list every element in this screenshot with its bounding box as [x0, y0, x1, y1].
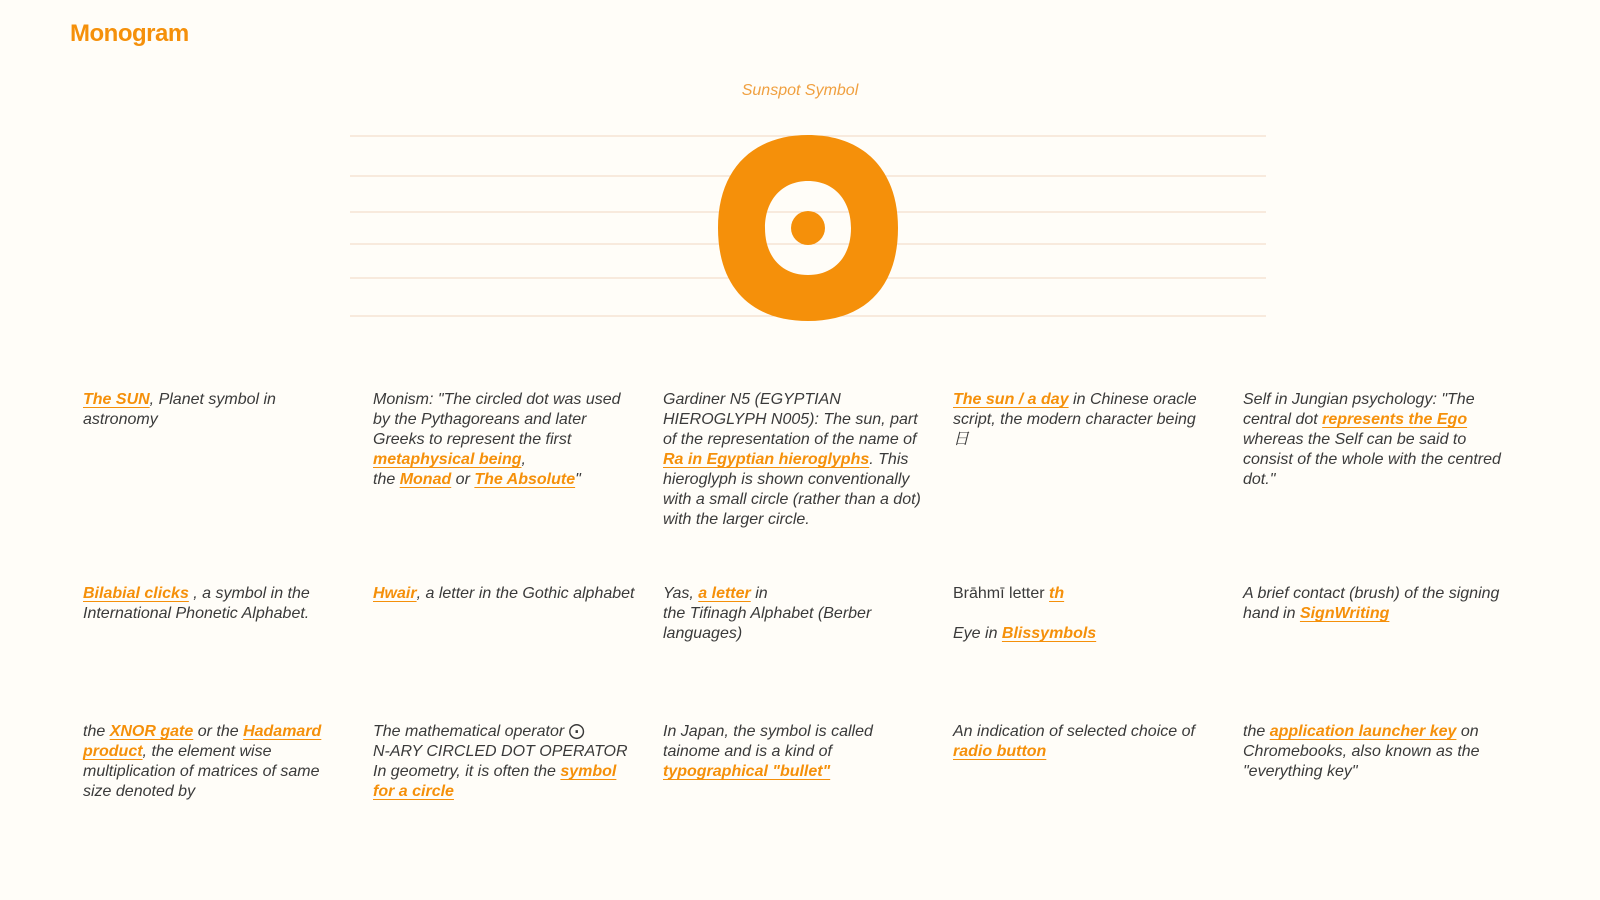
cell-text: Eye in [953, 625, 1002, 642]
cell-text: . This hieroglyph is shown conventionally with a small circle (rather than a dot) with the larger circle. [663, 451, 921, 528]
usage-cell-oracle-script [940, 390, 1230, 584]
usage-cell-jungian [1230, 390, 1520, 584]
link-radio-button[interactable]: radio button [953, 743, 1047, 760]
cell-text: In Japan, the symbol is called tainome and is a kind of [663, 723, 873, 760]
cell-text: in [750, 585, 768, 602]
link-application-launcher-key[interactable]: application launcher key [1269, 723, 1457, 740]
cell-text: Self in Jungian psychology: "The central dot [1243, 391, 1475, 428]
cell-text: or [451, 471, 475, 488]
usage-cell-launcher [1230, 722, 1520, 822]
usage-cell-math-operator [360, 722, 650, 822]
cell-text: Brāhmī letter [953, 585, 1050, 602]
cell-text: N-ARY CIRCLED DOT OPERATOR [373, 743, 628, 760]
link-a-letter[interactable]: a letter [698, 585, 751, 602]
cell-text: , a letter in the Gothic alphabet [416, 585, 635, 602]
cell-text: An indication of selected choice of [953, 723, 1195, 740]
link-monad[interactable]: Monad [399, 471, 452, 488]
link-represents-the-ego[interactable]: represents the Ego [1322, 411, 1468, 428]
usage-cell-signwriting [1230, 584, 1520, 722]
usage-cell-radio [940, 722, 1230, 822]
link-hadamard-product[interactable]: Hadamard product [83, 723, 322, 760]
usage-grid [70, 390, 1530, 822]
usage-cell-yas [650, 584, 940, 722]
cell-text: in Chinese oracle script, the modern character being 日 [953, 391, 1197, 448]
link-symbol-for-a-circle[interactable]: symbol for a circle [373, 763, 617, 800]
link-signwriting[interactable]: SignWriting [1299, 605, 1390, 622]
cell-text: , a symbol in the International Phonetic Alphabet. [83, 585, 310, 622]
glyph-preview [350, 128, 1266, 328]
link-typographical-bullet[interactable]: typographical "bullet" [663, 763, 831, 780]
usage-cell-brahmi [940, 584, 1230, 722]
usage-cell-gardiner [650, 390, 940, 584]
cell-text: the [83, 723, 110, 740]
cell-text: Yas, [663, 585, 699, 602]
cell-text: or the [193, 723, 244, 740]
cell-text: " [575, 471, 581, 488]
spacer [953, 604, 1216, 624]
cell-text: on Chromebooks, also known as the "everything key" [1243, 723, 1480, 780]
link-metaphysical-being[interactable]: metaphysical being [373, 451, 522, 468]
link-th[interactable]: th [1049, 585, 1065, 602]
cell-text: whereas the Self can be said to consist of the whole with the centred dot." [1243, 431, 1501, 488]
link-bilabial-clicks[interactable]: Bilabial clicks [83, 585, 189, 602]
cell-text: the [1243, 723, 1270, 740]
cell-text: , the element wise multiplication of matrices of same size denoted by [83, 743, 320, 800]
link-the-sun[interactable]: The SUN [83, 391, 150, 408]
glyph-title: Sunspot Symbol [741, 82, 859, 99]
cell-text: The mathematical operator ⨀ [373, 723, 585, 740]
cell-text: the Tifinagh Alphabet (Berber languages) [663, 605, 872, 642]
link-xnor-gate[interactable]: XNOR gate [109, 723, 194, 740]
cell-text: Monism: "The circled dot was used by the Pythagoreans and later Greeks to represent the first [373, 391, 621, 448]
usage-cell-japan [650, 722, 940, 822]
cell-text: , Planet symbol in astronomy [83, 391, 276, 428]
link-blissymbols[interactable]: Blissymbols [1001, 625, 1097, 642]
monogram-logo[interactable]: Monogram [70, 20, 189, 47]
cell-text: , [521, 451, 526, 468]
sunspot-glyph-svg [350, 128, 1266, 328]
usage-cell-xnor [70, 722, 360, 822]
link-ra-hieroglyphs[interactable]: Ra in Egyptian hieroglyphs [663, 451, 870, 468]
link-the-absolute[interactable]: The Absolute [474, 471, 576, 488]
usage-cell-sun [70, 390, 360, 584]
link-sun-a-day[interactable]: The sun / a day [953, 391, 1069, 408]
cell-text: Gardiner N5 (EGYPTIAN HIEROGLYPH N005): The sun, part of the representation of the name of [663, 391, 918, 448]
cell-text: the [373, 471, 400, 488]
cell-text: In geometry, it is often the [373, 763, 561, 780]
sunspot-center-dot [791, 211, 825, 245]
usage-cell-monism [360, 390, 650, 584]
usage-cell-bilabial [70, 584, 360, 722]
cell-text: A brief contact (brush) of the signing hand in [1243, 585, 1500, 622]
usage-cell-hwair [360, 584, 650, 722]
link-hwair[interactable]: Hwair [373, 585, 417, 602]
